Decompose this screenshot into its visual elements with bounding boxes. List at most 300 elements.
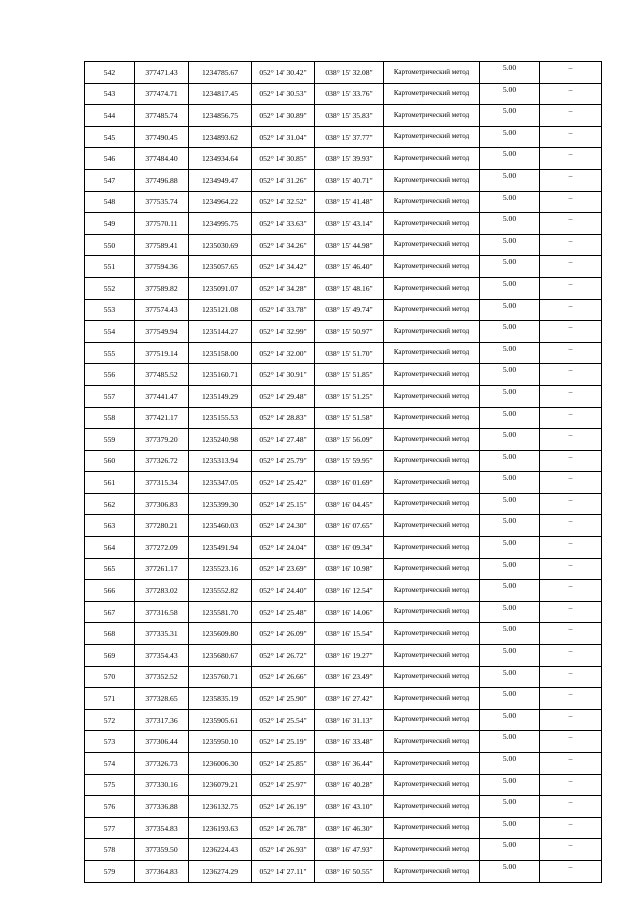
latitude-cell: 052° 14' 34.28" bbox=[252, 277, 315, 299]
note-cell: – bbox=[540, 601, 602, 623]
point-number-cell: 573 bbox=[85, 731, 135, 753]
point-number-cell: 577 bbox=[85, 817, 135, 839]
latitude-cell: 052° 14' 25.85" bbox=[252, 753, 315, 775]
latitude-cell: 052° 14' 27.48" bbox=[252, 429, 315, 451]
note-cell: – bbox=[540, 62, 602, 84]
table-row bbox=[85, 774, 602, 796]
x-coordinate-cell: 377336.88 bbox=[135, 796, 189, 818]
note-cell: – bbox=[540, 666, 602, 688]
method-cell: Картометрический метод bbox=[384, 83, 480, 105]
latitude-cell: 052° 14' 25.15" bbox=[252, 493, 315, 515]
point-number-cell: 543 bbox=[85, 83, 135, 105]
y-coordinate-cell: 1234964.22 bbox=[189, 191, 252, 213]
note-cell: – bbox=[540, 580, 602, 602]
latitude-cell: 052° 14' 25.19" bbox=[252, 731, 315, 753]
table-row bbox=[85, 817, 602, 839]
y-coordinate-cell: 1236079.21 bbox=[189, 774, 252, 796]
accuracy-cell: 5.00 bbox=[480, 407, 540, 429]
accuracy-cell: 5.00 bbox=[480, 126, 540, 148]
accuracy-cell: 5.00 bbox=[480, 83, 540, 105]
method-cell: Картометрический метод bbox=[384, 796, 480, 818]
longitude-cell: 038° 16' 12.54" bbox=[315, 580, 384, 602]
method-cell: Картометрический метод bbox=[384, 666, 480, 688]
point-number-cell: 557 bbox=[85, 385, 135, 407]
accuracy-cell: 5.00 bbox=[480, 62, 540, 84]
note-cell: – bbox=[540, 105, 602, 127]
x-coordinate-cell: 377283.02 bbox=[135, 580, 189, 602]
longitude-cell: 038° 16' 23.49" bbox=[315, 666, 384, 688]
accuracy-cell: 5.00 bbox=[480, 234, 540, 256]
table-row bbox=[85, 213, 602, 235]
note-cell: – bbox=[540, 83, 602, 105]
point-number-cell: 561 bbox=[85, 472, 135, 494]
y-coordinate-cell: 1235121.08 bbox=[189, 299, 252, 321]
table-row bbox=[85, 429, 602, 451]
longitude-cell: 038° 16' 27.42" bbox=[315, 688, 384, 710]
method-cell: Картометрический метод bbox=[384, 277, 480, 299]
y-coordinate-cell: 1235680.67 bbox=[189, 645, 252, 667]
y-coordinate-cell: 1236006.30 bbox=[189, 753, 252, 775]
x-coordinate-cell: 377315.34 bbox=[135, 472, 189, 494]
table-row bbox=[85, 62, 602, 84]
method-cell: Картометрический метод bbox=[384, 753, 480, 775]
latitude-cell: 052° 14' 30.42" bbox=[252, 62, 315, 84]
y-coordinate-cell: 1236193.63 bbox=[189, 817, 252, 839]
y-coordinate-cell: 1235030.69 bbox=[189, 234, 252, 256]
longitude-cell: 038° 16' 09.34" bbox=[315, 537, 384, 559]
longitude-cell: 038° 15' 37.77" bbox=[315, 126, 384, 148]
latitude-cell: 052° 14' 30.89" bbox=[252, 105, 315, 127]
latitude-cell: 052° 14' 30.53" bbox=[252, 83, 315, 105]
table-row bbox=[85, 709, 602, 731]
latitude-cell: 052° 14' 29.48" bbox=[252, 385, 315, 407]
x-coordinate-cell: 377421.17 bbox=[135, 407, 189, 429]
point-number-cell: 567 bbox=[85, 601, 135, 623]
accuracy-cell: 5.00 bbox=[480, 472, 540, 494]
x-coordinate-cell: 377485.52 bbox=[135, 364, 189, 386]
point-number-cell: 554 bbox=[85, 321, 135, 343]
accuracy-cell: 5.00 bbox=[480, 688, 540, 710]
x-coordinate-cell: 377570.11 bbox=[135, 213, 189, 235]
longitude-cell: 038° 15' 39.93" bbox=[315, 148, 384, 170]
latitude-cell: 052° 14' 24.30" bbox=[252, 515, 315, 537]
method-cell: Картометрический метод bbox=[384, 645, 480, 667]
longitude-cell: 038° 16' 10.98" bbox=[315, 558, 384, 580]
method-cell: Картометрический метод bbox=[384, 472, 480, 494]
table-row bbox=[85, 515, 602, 537]
point-number-cell: 556 bbox=[85, 364, 135, 386]
latitude-cell: 052° 14' 30.91" bbox=[252, 364, 315, 386]
latitude-cell: 052° 14' 26.78" bbox=[252, 817, 315, 839]
method-cell: Картометрический метод bbox=[384, 342, 480, 364]
point-number-cell: 552 bbox=[85, 277, 135, 299]
point-number-cell: 547 bbox=[85, 169, 135, 191]
note-cell: – bbox=[540, 645, 602, 667]
longitude-cell: 038° 15' 59.95" bbox=[315, 450, 384, 472]
y-coordinate-cell: 1235313.94 bbox=[189, 450, 252, 472]
point-number-cell: 550 bbox=[85, 234, 135, 256]
y-coordinate-cell: 1235491.94 bbox=[189, 537, 252, 559]
y-coordinate-cell: 1236274.29 bbox=[189, 860, 252, 882]
method-cell: Картометрический метод bbox=[384, 169, 480, 191]
y-coordinate-cell: 1235144.27 bbox=[189, 321, 252, 343]
accuracy-cell: 5.00 bbox=[480, 299, 540, 321]
accuracy-cell: 5.00 bbox=[480, 342, 540, 364]
longitude-cell: 038° 15' 51.25" bbox=[315, 385, 384, 407]
accuracy-cell: 5.00 bbox=[480, 105, 540, 127]
point-number-cell: 569 bbox=[85, 645, 135, 667]
method-cell: Картометрический метод bbox=[384, 148, 480, 170]
accuracy-cell: 5.00 bbox=[480, 709, 540, 731]
longitude-cell: 038° 16' 50.55" bbox=[315, 860, 384, 882]
x-coordinate-cell: 377261.17 bbox=[135, 558, 189, 580]
note-cell: – bbox=[540, 256, 602, 278]
method-cell: Картометрический метод bbox=[384, 256, 480, 278]
point-number-cell: 572 bbox=[85, 709, 135, 731]
point-number-cell: 548 bbox=[85, 191, 135, 213]
table-row bbox=[85, 537, 602, 559]
note-cell: – bbox=[540, 148, 602, 170]
point-number-cell: 579 bbox=[85, 860, 135, 882]
point-number-cell: 559 bbox=[85, 429, 135, 451]
latitude-cell: 052° 14' 32.00" bbox=[252, 342, 315, 364]
y-coordinate-cell: 1235950.10 bbox=[189, 731, 252, 753]
note-cell: – bbox=[540, 234, 602, 256]
latitude-cell: 052° 14' 34.42" bbox=[252, 256, 315, 278]
y-coordinate-cell: 1235523.16 bbox=[189, 558, 252, 580]
note-cell: – bbox=[540, 688, 602, 710]
note-cell: – bbox=[540, 558, 602, 580]
y-coordinate-cell: 1235905.61 bbox=[189, 709, 252, 731]
y-coordinate-cell: 1234949.47 bbox=[189, 169, 252, 191]
note-cell: – bbox=[540, 709, 602, 731]
accuracy-cell: 5.00 bbox=[480, 774, 540, 796]
point-number-cell: 575 bbox=[85, 774, 135, 796]
table-row bbox=[85, 169, 602, 191]
x-coordinate-cell: 377354.83 bbox=[135, 817, 189, 839]
point-number-cell: 578 bbox=[85, 839, 135, 861]
method-cell: Картометрический метод bbox=[384, 62, 480, 84]
latitude-cell: 052° 14' 33.78" bbox=[252, 299, 315, 321]
note-cell: – bbox=[540, 169, 602, 191]
longitude-cell: 038° 15' 33.76" bbox=[315, 83, 384, 105]
y-coordinate-cell: 1235460.03 bbox=[189, 515, 252, 537]
y-coordinate-cell: 1234893.62 bbox=[189, 126, 252, 148]
method-cell: Картометрический метод bbox=[384, 580, 480, 602]
longitude-cell: 038° 16' 36.44" bbox=[315, 753, 384, 775]
latitude-cell: 052° 14' 31.04" bbox=[252, 126, 315, 148]
longitude-cell: 038° 15' 51.70" bbox=[315, 342, 384, 364]
latitude-cell: 052° 14' 34.26" bbox=[252, 234, 315, 256]
y-coordinate-cell: 1234785.67 bbox=[189, 62, 252, 84]
y-coordinate-cell: 1234856.75 bbox=[189, 105, 252, 127]
method-cell: Картометрический метод bbox=[384, 126, 480, 148]
point-number-cell: 566 bbox=[85, 580, 135, 602]
accuracy-cell: 5.00 bbox=[480, 364, 540, 386]
note-cell: – bbox=[540, 515, 602, 537]
x-coordinate-cell: 377328.65 bbox=[135, 688, 189, 710]
table-row bbox=[85, 299, 602, 321]
accuracy-cell: 5.00 bbox=[480, 385, 540, 407]
x-coordinate-cell: 377589.41 bbox=[135, 234, 189, 256]
accuracy-cell: 5.00 bbox=[480, 450, 540, 472]
latitude-cell: 052° 14' 25.90" bbox=[252, 688, 315, 710]
method-cell: Картометрический метод bbox=[384, 429, 480, 451]
table-row bbox=[85, 558, 602, 580]
note-cell: – bbox=[540, 753, 602, 775]
note-cell: – bbox=[540, 213, 602, 235]
point-number-cell: 545 bbox=[85, 126, 135, 148]
point-number-cell: 574 bbox=[85, 753, 135, 775]
longitude-cell: 038° 15' 35.83" bbox=[315, 105, 384, 127]
table-row bbox=[85, 688, 602, 710]
note-cell: – bbox=[540, 472, 602, 494]
longitude-cell: 038° 15' 49.74" bbox=[315, 299, 384, 321]
table-row bbox=[85, 839, 602, 861]
note-cell: – bbox=[540, 774, 602, 796]
method-cell: Картометрический метод bbox=[384, 493, 480, 515]
accuracy-cell: 5.00 bbox=[480, 601, 540, 623]
longitude-cell: 038° 15' 48.16" bbox=[315, 277, 384, 299]
method-cell: Картометрический метод bbox=[384, 515, 480, 537]
x-coordinate-cell: 377364.83 bbox=[135, 860, 189, 882]
table-row bbox=[85, 234, 602, 256]
point-number-cell: 576 bbox=[85, 796, 135, 818]
note-cell: – bbox=[540, 537, 602, 559]
accuracy-cell: 5.00 bbox=[480, 493, 540, 515]
latitude-cell: 052° 14' 31.26" bbox=[252, 169, 315, 191]
latitude-cell: 052° 14' 32.99" bbox=[252, 321, 315, 343]
y-coordinate-cell: 1235760.71 bbox=[189, 666, 252, 688]
x-coordinate-cell: 377594.36 bbox=[135, 256, 189, 278]
table-row bbox=[85, 148, 602, 170]
y-coordinate-cell: 1235835.19 bbox=[189, 688, 252, 710]
longitude-cell: 038° 15' 32.08" bbox=[315, 62, 384, 84]
x-coordinate-cell: 377330.16 bbox=[135, 774, 189, 796]
table-row bbox=[85, 796, 602, 818]
x-coordinate-cell: 377471.43 bbox=[135, 62, 189, 84]
point-number-cell: 568 bbox=[85, 623, 135, 645]
x-coordinate-cell: 377519.14 bbox=[135, 342, 189, 364]
longitude-cell: 038° 16' 40.28" bbox=[315, 774, 384, 796]
accuracy-cell: 5.00 bbox=[480, 860, 540, 882]
accuracy-cell: 5.00 bbox=[480, 277, 540, 299]
latitude-cell: 052° 14' 26.66" bbox=[252, 666, 315, 688]
x-coordinate-cell: 377317.36 bbox=[135, 709, 189, 731]
method-cell: Картометрический метод bbox=[384, 709, 480, 731]
method-cell: Картометрический метод bbox=[384, 774, 480, 796]
accuracy-cell: 5.00 bbox=[480, 645, 540, 667]
note-cell: – bbox=[540, 277, 602, 299]
method-cell: Картометрический метод bbox=[384, 105, 480, 127]
method-cell: Картометрический метод bbox=[384, 601, 480, 623]
point-number-cell: 544 bbox=[85, 105, 135, 127]
point-number-cell: 570 bbox=[85, 666, 135, 688]
longitude-cell: 038° 16' 31.13" bbox=[315, 709, 384, 731]
note-cell: – bbox=[540, 860, 602, 882]
latitude-cell: 052° 14' 25.54" bbox=[252, 709, 315, 731]
x-coordinate-cell: 377549.94 bbox=[135, 321, 189, 343]
table-row bbox=[85, 623, 602, 645]
latitude-cell: 052° 14' 33.63" bbox=[252, 213, 315, 235]
table-row bbox=[85, 191, 602, 213]
method-cell: Картометрический метод bbox=[384, 385, 480, 407]
accuracy-cell: 5.00 bbox=[480, 817, 540, 839]
latitude-cell: 052° 14' 24.04" bbox=[252, 537, 315, 559]
note-cell: – bbox=[540, 342, 602, 364]
note-cell: – bbox=[540, 407, 602, 429]
accuracy-cell: 5.00 bbox=[480, 731, 540, 753]
table-row bbox=[85, 364, 602, 386]
longitude-cell: 038° 15' 44.98" bbox=[315, 234, 384, 256]
table-row bbox=[85, 126, 602, 148]
y-coordinate-cell: 1235399.30 bbox=[189, 493, 252, 515]
longitude-cell: 038° 15' 40.71" bbox=[315, 169, 384, 191]
accuracy-cell: 5.00 bbox=[480, 429, 540, 451]
note-cell: – bbox=[540, 364, 602, 386]
longitude-cell: 038° 16' 14.06" bbox=[315, 601, 384, 623]
note-cell: – bbox=[540, 191, 602, 213]
note-cell: – bbox=[540, 493, 602, 515]
table-row bbox=[85, 277, 602, 299]
latitude-cell: 052° 14' 32.52" bbox=[252, 191, 315, 213]
table-row bbox=[85, 580, 602, 602]
y-coordinate-cell: 1234934.64 bbox=[189, 148, 252, 170]
longitude-cell: 038° 16' 33.48" bbox=[315, 731, 384, 753]
x-coordinate-cell: 377496.88 bbox=[135, 169, 189, 191]
accuracy-cell: 5.00 bbox=[480, 580, 540, 602]
y-coordinate-cell: 1235155.53 bbox=[189, 407, 252, 429]
longitude-cell: 038° 15' 46.40" bbox=[315, 256, 384, 278]
x-coordinate-cell: 377490.45 bbox=[135, 126, 189, 148]
note-cell: – bbox=[540, 299, 602, 321]
y-coordinate-cell: 1235609.80 bbox=[189, 623, 252, 645]
note-cell: – bbox=[540, 796, 602, 818]
table-row bbox=[85, 105, 602, 127]
longitude-cell: 038° 15' 51.85" bbox=[315, 364, 384, 386]
point-number-cell: 549 bbox=[85, 213, 135, 235]
table-row bbox=[85, 493, 602, 515]
method-cell: Картометрический метод bbox=[384, 537, 480, 559]
x-coordinate-cell: 377354.43 bbox=[135, 645, 189, 667]
method-cell: Картометрический метод bbox=[384, 688, 480, 710]
longitude-cell: 038° 16' 07.65" bbox=[315, 515, 384, 537]
method-cell: Картометрический метод bbox=[384, 364, 480, 386]
method-cell: Картометрический метод bbox=[384, 817, 480, 839]
x-coordinate-cell: 377441.47 bbox=[135, 385, 189, 407]
x-coordinate-cell: 377589.82 bbox=[135, 277, 189, 299]
longitude-cell: 038° 16' 47.93" bbox=[315, 839, 384, 861]
method-cell: Картометрический метод bbox=[384, 860, 480, 882]
x-coordinate-cell: 377379.20 bbox=[135, 429, 189, 451]
latitude-cell: 052° 14' 26.93" bbox=[252, 839, 315, 861]
point-number-cell: 546 bbox=[85, 148, 135, 170]
method-cell: Картометрический метод bbox=[384, 299, 480, 321]
note-cell: – bbox=[540, 731, 602, 753]
accuracy-cell: 5.00 bbox=[480, 256, 540, 278]
latitude-cell: 052° 14' 28.83" bbox=[252, 407, 315, 429]
method-cell: Картометрический метод bbox=[384, 450, 480, 472]
table-row bbox=[85, 342, 602, 364]
accuracy-cell: 5.00 bbox=[480, 537, 540, 559]
longitude-cell: 038° 15' 50.97" bbox=[315, 321, 384, 343]
table-row bbox=[85, 450, 602, 472]
latitude-cell: 052° 14' 26.09" bbox=[252, 623, 315, 645]
point-number-cell: 571 bbox=[85, 688, 135, 710]
table-row bbox=[85, 860, 602, 882]
accuracy-cell: 5.00 bbox=[480, 753, 540, 775]
accuracy-cell: 5.00 bbox=[480, 623, 540, 645]
longitude-cell: 038° 16' 46.30" bbox=[315, 817, 384, 839]
y-coordinate-cell: 1235091.07 bbox=[189, 277, 252, 299]
note-cell: – bbox=[540, 385, 602, 407]
accuracy-cell: 5.00 bbox=[480, 796, 540, 818]
x-coordinate-cell: 377474.71 bbox=[135, 83, 189, 105]
method-cell: Картометрический метод bbox=[384, 839, 480, 861]
accuracy-cell: 5.00 bbox=[480, 148, 540, 170]
y-coordinate-cell: 1235552.82 bbox=[189, 580, 252, 602]
longitude-cell: 038° 16' 15.54" bbox=[315, 623, 384, 645]
x-coordinate-cell: 377484.40 bbox=[135, 148, 189, 170]
y-coordinate-cell: 1235160.71 bbox=[189, 364, 252, 386]
method-cell: Картометрический метод bbox=[384, 623, 480, 645]
latitude-cell: 052° 14' 26.19" bbox=[252, 796, 315, 818]
latitude-cell: 052° 14' 26.72" bbox=[252, 645, 315, 667]
table-row bbox=[85, 472, 602, 494]
point-number-cell: 560 bbox=[85, 450, 135, 472]
latitude-cell: 052° 14' 25.79" bbox=[252, 450, 315, 472]
table-row bbox=[85, 385, 602, 407]
note-cell: – bbox=[540, 450, 602, 472]
latitude-cell: 052° 14' 27.11" bbox=[252, 860, 315, 882]
accuracy-cell: 5.00 bbox=[480, 213, 540, 235]
x-coordinate-cell: 377272.09 bbox=[135, 537, 189, 559]
longitude-cell: 038° 15' 41.48" bbox=[315, 191, 384, 213]
longitude-cell: 038° 15' 43.14" bbox=[315, 213, 384, 235]
method-cell: Картометрический метод bbox=[384, 191, 480, 213]
longitude-cell: 038° 16' 19.27" bbox=[315, 645, 384, 667]
point-number-cell: 562 bbox=[85, 493, 135, 515]
method-cell: Картометрический метод bbox=[384, 558, 480, 580]
latitude-cell: 052° 14' 25.48" bbox=[252, 601, 315, 623]
latitude-cell: 052° 14' 25.97" bbox=[252, 774, 315, 796]
table-row bbox=[85, 731, 602, 753]
note-cell: – bbox=[540, 817, 602, 839]
method-cell: Картометрический метод bbox=[384, 407, 480, 429]
table-row bbox=[85, 407, 602, 429]
accuracy-cell: 5.00 bbox=[480, 515, 540, 537]
accuracy-cell: 5.00 bbox=[480, 169, 540, 191]
accuracy-cell: 5.00 bbox=[480, 321, 540, 343]
y-coordinate-cell: 1235581.70 bbox=[189, 601, 252, 623]
method-cell: Картометрический метод bbox=[384, 321, 480, 343]
latitude-cell: 052° 14' 30.85" bbox=[252, 148, 315, 170]
point-number-cell: 564 bbox=[85, 537, 135, 559]
longitude-cell: 038° 16' 04.45" bbox=[315, 493, 384, 515]
point-number-cell: 558 bbox=[85, 407, 135, 429]
x-coordinate-cell: 377359.50 bbox=[135, 839, 189, 861]
y-coordinate-cell: 1234817.45 bbox=[189, 83, 252, 105]
y-coordinate-cell: 1236224.43 bbox=[189, 839, 252, 861]
y-coordinate-cell: 1235240.98 bbox=[189, 429, 252, 451]
x-coordinate-cell: 377306.44 bbox=[135, 731, 189, 753]
x-coordinate-cell: 377574.43 bbox=[135, 299, 189, 321]
table-row bbox=[85, 601, 602, 623]
longitude-cell: 038° 15' 56.09" bbox=[315, 429, 384, 451]
y-coordinate-cell: 1236132.75 bbox=[189, 796, 252, 818]
method-cell: Картометрический метод bbox=[384, 213, 480, 235]
point-number-cell: 555 bbox=[85, 342, 135, 364]
